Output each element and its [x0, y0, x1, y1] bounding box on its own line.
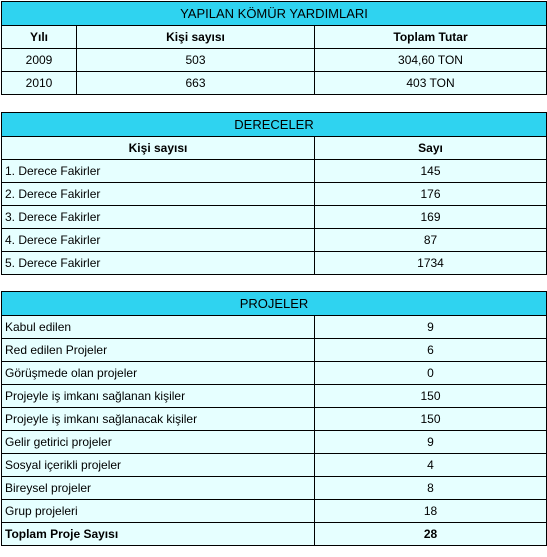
label-cell: Kabul edilen: [2, 316, 315, 339]
value-cell: 6: [315, 339, 547, 362]
value-cell: 87: [315, 229, 547, 252]
projeler-table: [1, 291, 547, 546]
label-cell: Projeyle iş imkanı sağlanacak kişiler: [2, 408, 315, 431]
table-row: [2, 408, 547, 431]
header-toplam-tutar: Toplam Tutar: [315, 26, 547, 49]
komur-table: [1, 1, 547, 95]
value-cell: 9: [315, 431, 547, 454]
value-cell: 0: [315, 362, 547, 385]
amount-cell: 403 TON: [315, 72, 547, 95]
header-yili: Yılı: [2, 26, 77, 49]
total-label: Toplam Proje Sayısı: [2, 523, 315, 546]
label-cell: 4. Derece Fakirler: [2, 229, 315, 252]
year-cell: 2010: [2, 72, 77, 95]
label-cell: 3. Derece Fakirler: [2, 206, 315, 229]
table-row: [2, 454, 547, 477]
table-row: [2, 431, 547, 454]
label-cell: Sosyal içerikli projeler: [2, 454, 315, 477]
count-cell: 503: [77, 49, 315, 72]
table-row: [2, 339, 547, 362]
projeler-title: PROJELER: [2, 292, 547, 316]
dereceler-table: [1, 112, 547, 275]
value-cell: 176: [315, 183, 547, 206]
komur-title: YAPILAN KÖMÜR YARDIMLARI: [2, 2, 547, 26]
label-cell: Projeyle iş imkanı sağlanan kişiler: [2, 385, 315, 408]
value-cell: 145: [315, 160, 547, 183]
total-value: 28: [315, 523, 547, 546]
table-row: [2, 72, 547, 95]
label-cell: 1. Derece Fakirler: [2, 160, 315, 183]
label-cell: 2. Derece Fakirler: [2, 183, 315, 206]
table-row: [2, 229, 547, 252]
table-row: [2, 362, 547, 385]
value-cell: 150: [315, 408, 547, 431]
label-cell: Görüşmede olan projeler: [2, 362, 315, 385]
label-cell: Bireysel projeler: [2, 477, 315, 500]
table-row: [2, 477, 547, 500]
count-cell: 663: [77, 72, 315, 95]
dereceler-title: DERECELER: [2, 113, 547, 137]
table-row: [2, 385, 547, 408]
table-row: [2, 500, 547, 523]
value-cell: 169: [315, 206, 547, 229]
table-row: [2, 183, 547, 206]
value-cell: 4: [315, 454, 547, 477]
header-kisi-sayisi: Kişi sayısı: [77, 26, 315, 49]
table-row: [2, 206, 547, 229]
header-kisi-sayisi: Kişi sayısı: [2, 137, 315, 160]
year-cell: 2009: [2, 49, 77, 72]
value-cell: 8: [315, 477, 547, 500]
total-row: [2, 523, 547, 546]
table-row: [2, 252, 547, 275]
header-sayi: Sayı: [315, 137, 547, 160]
table-row: [2, 316, 547, 339]
amount-cell: 304,60 TON: [315, 49, 547, 72]
table-row: [2, 160, 547, 183]
table-row: [2, 49, 547, 72]
value-cell: 1734: [315, 252, 547, 275]
label-cell: Gelir getirici projeler: [2, 431, 315, 454]
value-cell: 9: [315, 316, 547, 339]
label-cell: Red edilen Projeler: [2, 339, 315, 362]
value-cell: 18: [315, 500, 547, 523]
label-cell: Grup projeleri: [2, 500, 315, 523]
label-cell: 5. Derece Fakirler: [2, 252, 315, 275]
value-cell: 150: [315, 385, 547, 408]
